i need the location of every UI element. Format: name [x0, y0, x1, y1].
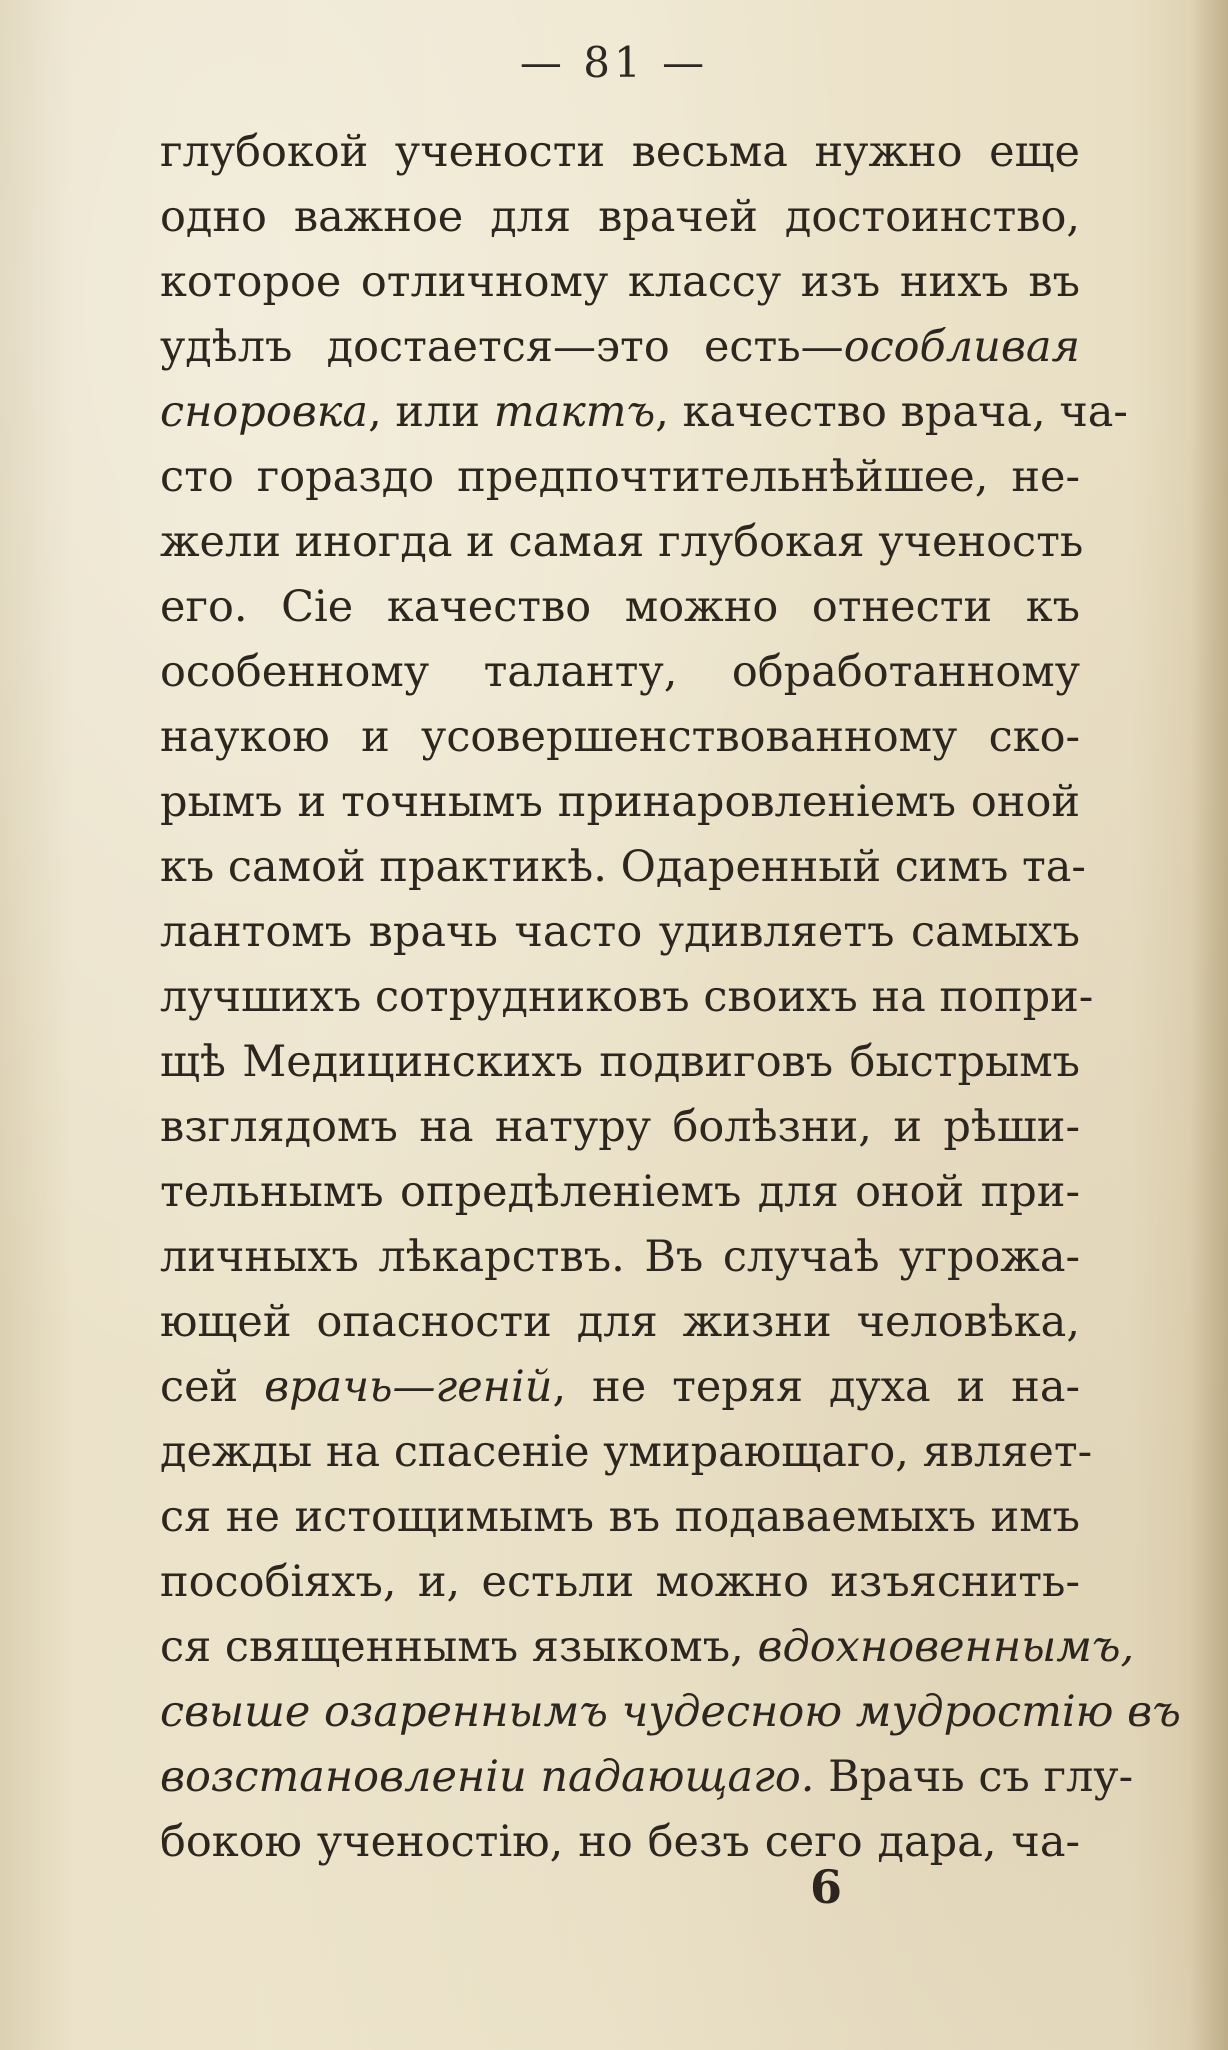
text-line-5: сноровка, или тактъ, качество врача, ча- — [160, 387, 1128, 437]
italic-term: тактъ — [493, 387, 656, 437]
text-line-4: удѣлъ достается—это есть—особливая — [160, 322, 1080, 372]
page-number-header: — 81 — — [519, 38, 709, 87]
text-line-9: особенному таланту, обработанному — [160, 647, 1080, 697]
signature-mark: 6 — [810, 1860, 843, 1914]
text-line-1: глубокой учености весьма нужно еще — [160, 127, 1080, 177]
body-text — [160, 120, 1181, 1875]
italic-term: врачь—геній — [264, 1362, 553, 1412]
text-line-24: ся священнымъ языкомъ, вдохновеннымъ, — [160, 1622, 1135, 1672]
italic-term: особливая — [843, 322, 1080, 372]
italic-term: возстановленіи падающаго. — [160, 1752, 815, 1802]
italic-term: свыше озареннымъ чудесною мудростію въ — [160, 1687, 1181, 1737]
text-line-15: щѣ Медицинскихъ подвиговъ быстрымъ — [160, 1037, 1080, 1087]
text-line-12: къ самой практикѣ. Одаренный симъ та- — [160, 842, 1086, 892]
text-line-10: наукою и усовершенствованному ско- — [160, 712, 1080, 762]
text-line-7: жели иногда и самая глубокая ученость — [160, 517, 1084, 567]
text-line-27: бокою ученостію, но безъ сего дара, ча- — [160, 1817, 1080, 1867]
text-line-25 — [160, 1680, 1181, 1745]
text-line-17: тельнымъ опредѣленіемъ для оной при- — [160, 1167, 1080, 1217]
text-line-2: одно важное для врачей достоинство, — [160, 192, 1080, 242]
text-line-20: сей врачь—геній, не теряя духа и на- — [160, 1362, 1081, 1412]
italic-term: вдохновеннымъ, — [757, 1622, 1135, 1672]
text-line-23: пособіяхъ, и, естьли можно изъяснить- — [160, 1557, 1080, 1607]
text-line-13: лантомъ врачь часто удивляетъ самыхъ — [160, 907, 1080, 957]
text-line-21: дежды на спасеніе умирающаго, являет- — [160, 1427, 1093, 1477]
text-line-22: ся не истощимымъ въ подаваемыхъ имъ — [160, 1492, 1080, 1542]
text-line-11: рымъ и точнымъ принаровленіемъ оной — [160, 777, 1080, 827]
text-line-14: лучшихъ сотрудниковъ своихъ на попри- — [160, 972, 1094, 1022]
text-line-6: сто гораздо предпочтительнѣйшее, не- — [160, 452, 1080, 502]
text-line-8: его. Сіе качество можно отнести къ — [160, 582, 1080, 632]
text-line-18: личныхъ лѣкарствъ. Въ случаѣ угрожа- — [160, 1232, 1080, 1282]
text-line-26: возстановленіи падающаго. Врачь съ глу- — [160, 1752, 1134, 1802]
page-spine-shadow — [1190, 0, 1228, 2050]
text-line-16: взглядомъ на натуру болѣзни, и рѣши- — [160, 1102, 1080, 1152]
text-line-19: ющей опасности для жизни человѣка, — [160, 1297, 1080, 1347]
text-line-3: которое отличному классу изъ нихъ въ — [160, 257, 1080, 307]
italic-term: сноровка — [160, 387, 369, 437]
